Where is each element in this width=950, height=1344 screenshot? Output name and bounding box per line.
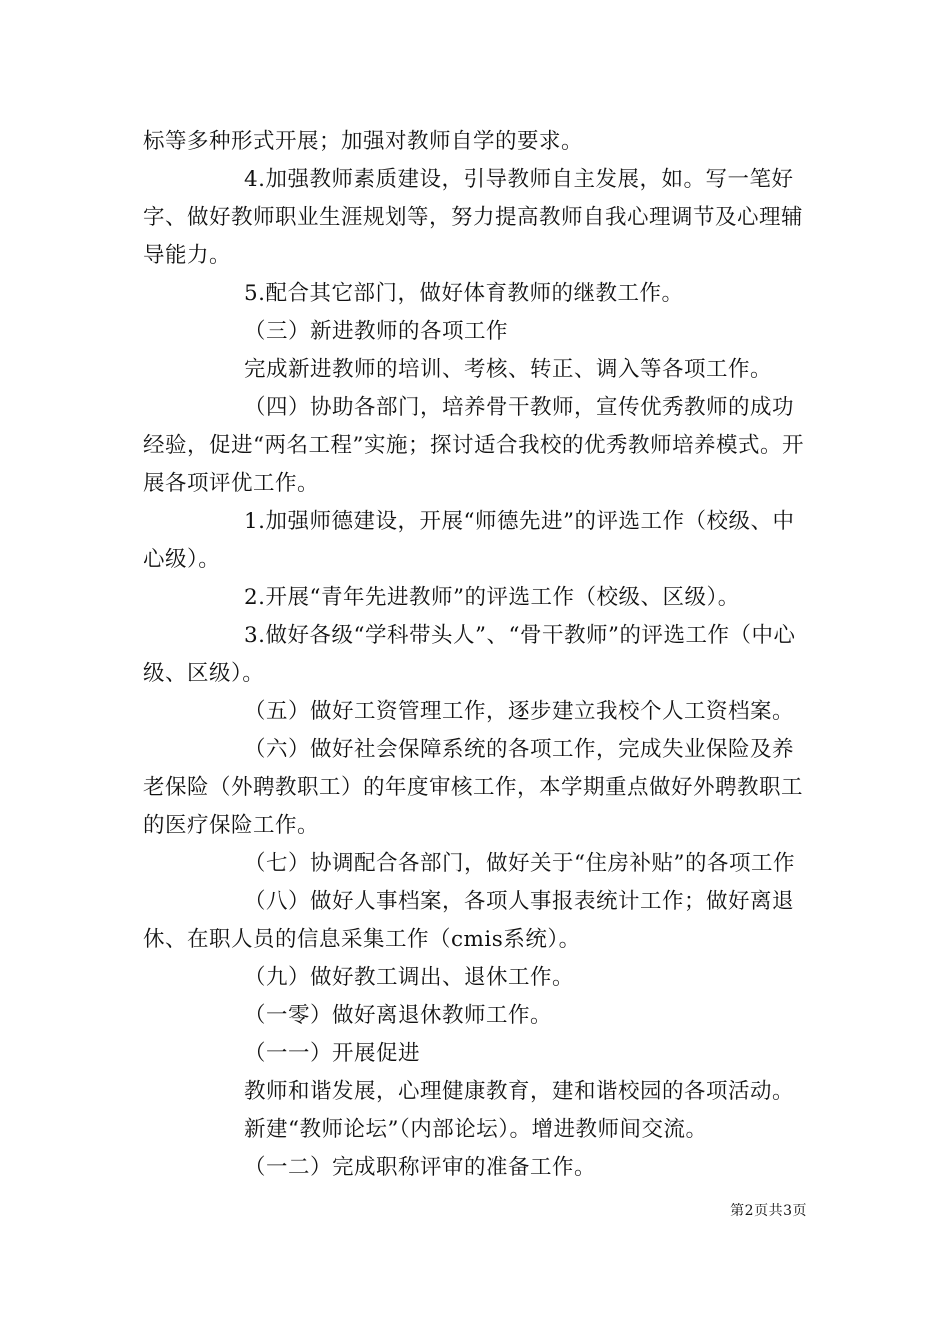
paragraph-continuation: 标等多种形式开展；加强对教师自学的要求。	[143, 129, 584, 154]
paragraph-section-11-body-1: 教师和谐发展，心理健康教育，建和谐校园的各项活动。	[244, 1079, 795, 1104]
section-heading-7: （七）协调配合各部门，做好关于“住房补贴”的各项工作	[244, 851, 795, 876]
section-heading-4: （四）协助各部门，培养骨干教师，宣传优秀教师的成功经验，促进“两名工程”实施；探讨适合我校的优秀教师培养模式。开展各项评优工作。	[143, 395, 804, 496]
paragraph-section-3-body: 完成新进教师的培训、考核、转正、调入等各项工作。	[244, 357, 773, 382]
section-heading-6: （六）做好社会保障系统的各项工作，完成失业保险及养老保险（外聘教职工）的年度审核工作，本学期重点做好外聘教职工的医疗保险工作。	[143, 737, 804, 838]
paragraph-item-3: 3.做好各级“学科带头人”、“骨干教师”的评选工作（中心级、区级）。	[143, 623, 796, 686]
paragraph-item-5: 5.配合其它部门，做好体育教师的继教工作。	[244, 281, 684, 306]
section-heading-3: （三）新进教师的各项工作	[244, 319, 509, 344]
paragraph-item-4: 4.加强教师素质建设，引导教师自主发展，如。写一笔好字、做好教师职业生涯规划等，努力提高教师自我心理调节及心理辅导能力。	[143, 167, 804, 268]
paragraph-item-2: 2.开展“青年先进教师”的评选工作（校级、区级）。	[244, 585, 740, 610]
paragraph-item-1: 1.加强师德建设，开展“师德先进”的评选工作（校级、中心级）。	[143, 509, 795, 572]
section-heading-12: （一二）完成职称评审的准备工作。	[244, 1155, 597, 1180]
section-heading-11: （一一）开展促进	[244, 1041, 421, 1066]
paragraph-section-11-body-2: 新建“教师论坛”（内部论坛）。增进教师间交流。	[244, 1117, 708, 1142]
document-body	[143, 123, 813, 1187]
section-heading-8: （八）做好人事档案，各项人事报表统计工作；做好离退休、在职人员的信息采集工作（cmis系统）。	[143, 889, 795, 952]
section-heading-10: （一零）做好离退休教师工作。	[244, 1003, 553, 1028]
section-heading-9: （九）做好教工调出、退休工作。	[244, 965, 575, 990]
section-heading-5: （五）做好工资管理工作，逐步建立我校个人工资档案。	[244, 699, 795, 724]
page-number-footer: 第2页共3页	[730, 1203, 807, 1219]
